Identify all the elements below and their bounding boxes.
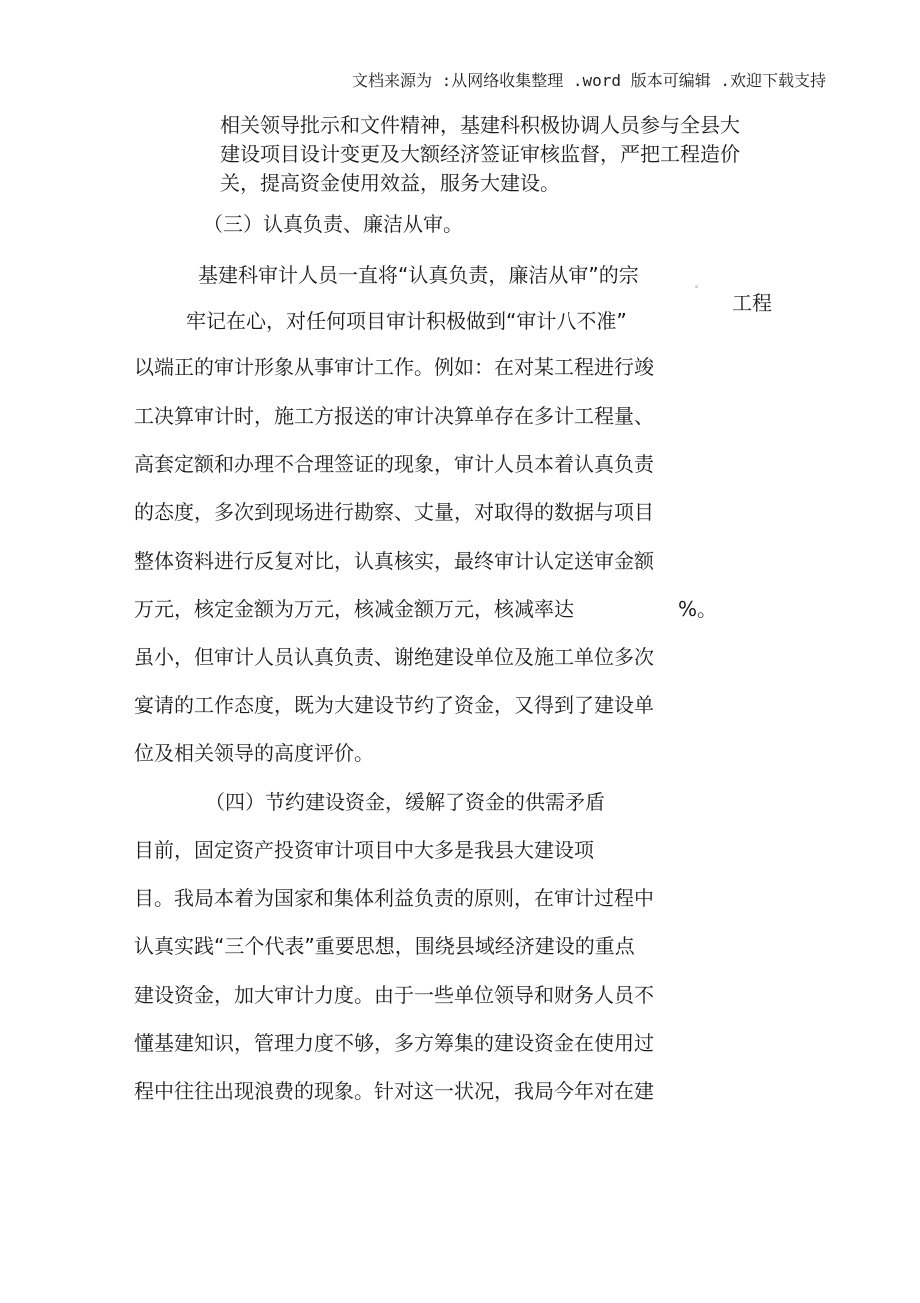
paragraph-line: 相关领导批示和文件精神，基建科积极协调人员参与全县大: [220, 113, 740, 137]
paragraph-line: 程中往往出现浪费的现象。针对这一状况，我局今年对在建: [134, 1079, 654, 1103]
section-heading-4: （四）节约建设资金，缓解了资金的供需矛盾: [205, 790, 605, 814]
paragraph-line: 牢记在心，对任何项目审计积极做到“审计八不准”: [186, 309, 627, 333]
paragraph-line: 宴请的工作态度，既为大建设节约了资金，又得到了建设单: [134, 693, 654, 717]
paragraph-line: 建设项目设计变更及大额经济签证审核监督，严把工程造价: [220, 142, 740, 166]
paragraph-line: 的态度，多次到现场进行勘察、丈量，对取得的数据与项目: [134, 500, 654, 524]
section-heading-3: （三）认真负责、廉洁从审。: [203, 212, 463, 236]
paragraph-line: 高套定额和办理不合理签证的现象，审计人员本着认真负责: [134, 452, 654, 476]
paragraph-line: 以端正的审计形象从事审计工作。例如：在对某工程进行竣: [134, 355, 654, 379]
paragraph-line: 位及相关领导的高度评价。: [134, 741, 374, 765]
source-note-header: 文档来源为 :从网络收集整理 .word 版本可编辑 .欢迎下载支持: [352, 71, 826, 90]
paragraph-line: 关，提高资金使用效益，服务大建设。: [220, 171, 560, 195]
paragraph-line: 懂基建知识，管理力度不够，多方筹集的建设资金在使用过: [134, 1031, 654, 1055]
paragraph-line: 目前，固定资产投资审计项目中大多是我县大建设项: [134, 838, 594, 862]
paragraph-line: 建设资金，加大审计力度。由于一些单位领导和财务人员不: [134, 983, 654, 1007]
paragraph-line: 基建科审计人员一直将“认真负责，廉洁从审”的宗: [198, 263, 639, 287]
stray-mark: 。: [695, 280, 705, 290]
paragraph-line: 万元，核定金额为万元，核减金额万元，核减率达: [134, 597, 574, 621]
paragraph-line: 整体资料进行反复对比，认真核实，最终审计认定送审金额: [134, 549, 654, 573]
side-text: 工程: [732, 291, 772, 315]
paragraph-line: 工决算审计时，施工方报送的审计决算单存在多计工程量、: [134, 404, 654, 428]
percent-mark: %。: [678, 597, 718, 621]
paragraph-line: 认真实践“三个代表”重要思想，围绕县域经济建设的重点: [134, 934, 635, 958]
paragraph-line: 目。我局本着为国家和集体利益负责的原则，在审计过程中: [134, 886, 654, 910]
paragraph-line: 虽小，但审计人员认真负责、谢绝建设单位及施工单位多次: [134, 645, 654, 669]
